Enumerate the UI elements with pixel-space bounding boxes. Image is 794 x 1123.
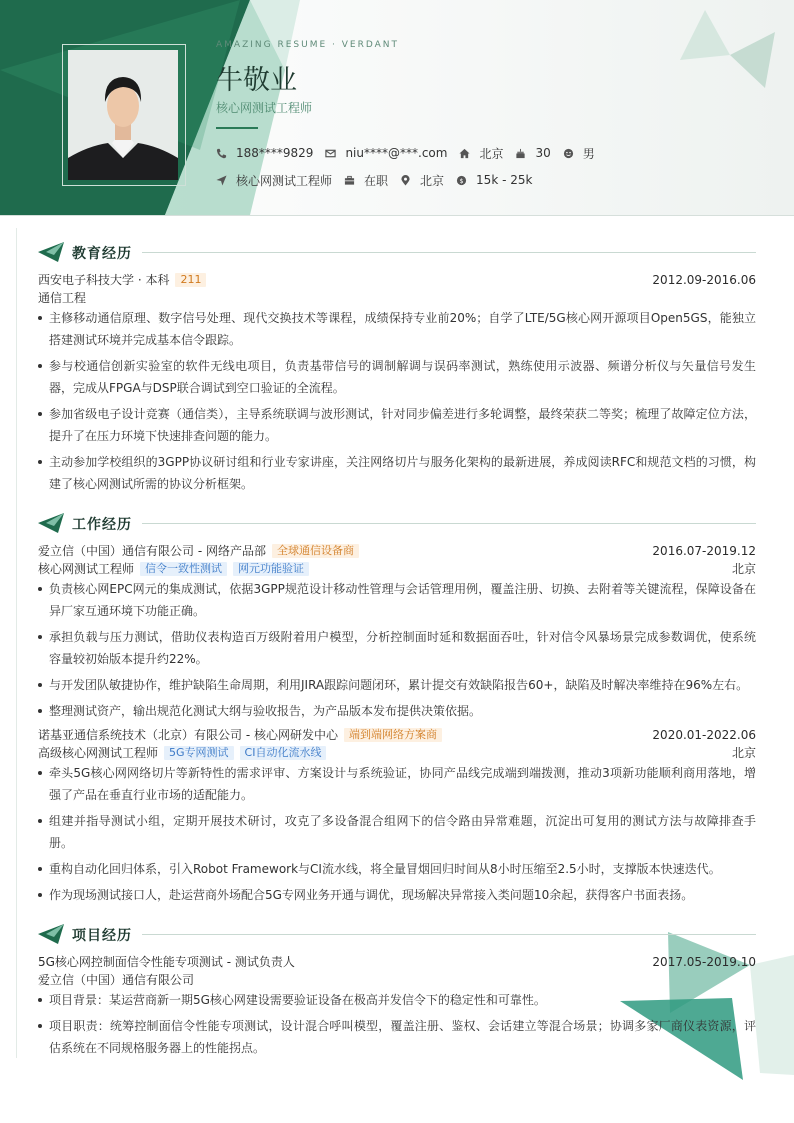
mail-icon — [325, 148, 336, 159]
education-heading: 教育经历 — [72, 246, 132, 262]
company-tag: 端到端网络方案商 — [344, 728, 442, 742]
section-flag-icon — [38, 513, 64, 533]
contact-age-text: 30 — [535, 146, 551, 160]
job-city: 北京 — [731, 746, 756, 760]
section-rule — [142, 934, 756, 935]
job-bullet: 负责核心网EPC网元的集成测试，依据3GPP规范设计移动性管理与会话管理用例，覆盖注册、切换、去附着等关键流程，保障设备在异厂家互通环境下功能正确。 — [38, 578, 756, 622]
job-bullet: 整理测试资产，输出规范化测试大纲与验收报告，为产品版本发布提供决策依据。 — [38, 700, 756, 722]
intent-salary-text: 15k - 25k — [476, 173, 533, 187]
education-bullet: 参加省级电子设计竞赛（通信类），主导系统联调与波形测试，针对同步偏差进行多轮调整，最终荣获二等奖；梳理了故障定位方法，提升了在压力环境下快速排查问题的能力。 — [38, 403, 756, 447]
education-bullet: 主修移动通信原理、数字信号处理、现代交换技术等课程，成绩保持专业前20%；自学了LTE/5G核心网开源项目Open5GS，能独立搭建测试环境并完成基本信令跟踪。 — [38, 307, 756, 351]
education-bullet: 参与校通信创新实验室的软件无线电项目，负责基带信号的调制解调与误码率测试，熟练使用示波器、频谱分析仪与矢量信号发生器，完成从FPGA与DSP联合调试到空口验证的全流程。 — [38, 355, 756, 399]
education-major: 通信工程 — [38, 291, 87, 305]
job-role: 核心网测试工程师 — [38, 562, 135, 576]
contact-gender — [563, 145, 595, 162]
education-section-header — [38, 242, 756, 262]
job-role-line — [38, 744, 756, 762]
job-intent-row — [216, 172, 544, 188]
project-date: 2017.05-2019.10 — [652, 955, 756, 969]
section-rule — [142, 252, 756, 253]
location-icon — [400, 175, 411, 186]
candidate-title: 核心网测试工程师 — [216, 101, 313, 115]
job-city: 北京 — [731, 562, 756, 576]
job-bullet: 组建并指导测试小组，定期开展技术研讨，攻克了多设备混合组网下的信令路由异常难题，沉淀出可复用的测试方法与故障排查手册。 — [38, 810, 756, 854]
home-icon — [459, 148, 470, 159]
job-company-line — [38, 542, 756, 560]
title-underline — [216, 127, 258, 129]
intent-status — [344, 172, 388, 189]
intent-position — [216, 172, 332, 189]
job-role-line — [38, 560, 756, 578]
profile-photo — [68, 50, 178, 180]
education-bullet: 主动参加学校组织的3GPP协议研讨组和行业专家讲座，关注网络切片与服务化架构的最新进展，养成阅读RFC和规范文档的习惯，构建了核心网测试所需的协议分析框架。 — [38, 451, 756, 495]
job-date: 2020.01-2022.06 — [652, 728, 756, 742]
left-margin-rule — [16, 228, 17, 1058]
brand-label: AMAZING RESUME · VERDANT — [216, 40, 399, 50]
section-flag-icon — [38, 924, 64, 944]
contact-city-text: 北京 — [479, 146, 504, 161]
project-org: 爱立信（中国）通信有限公司 — [38, 973, 195, 987]
job-role: 高级核心网测试工程师 — [38, 746, 159, 760]
intent-status-text: 在职 — [364, 173, 389, 188]
job-bullet: 与开发团队敏捷协作，维护缺陷生命周期，利用JIRA跟踪问题闭环，累计提交有效缺陷报告60+，缺陷及时解决率维持在96%左右。 — [38, 674, 756, 696]
phone-icon — [216, 148, 227, 159]
education-date: 2012.09-2016.06 — [652, 273, 756, 287]
role-tag: 网元功能验证 — [233, 562, 309, 576]
job-bullet: 作为现场测试接口人，赴运营商外场配合5G专网业务开通与调优，现场解决异常接入类问题10余起，获得客户书面表扬。 — [38, 884, 756, 906]
candidate-name: 牛敬业 — [216, 65, 297, 96]
contact-city — [459, 145, 503, 162]
resume-header — [0, 0, 794, 215]
contact-phone — [216, 146, 313, 160]
contact-row — [216, 145, 607, 161]
education-school-line — [38, 271, 756, 289]
contact-email — [325, 146, 447, 160]
section-rule — [142, 523, 756, 524]
svg-text:$: $ — [459, 176, 464, 185]
projects-section-header — [38, 924, 756, 944]
intent-position-text: 核心网测试工程师 — [236, 173, 333, 188]
role-tag: 信令一致性测试 — [140, 562, 227, 576]
job-date: 2016.07-2019.12 — [652, 544, 756, 558]
contact-phone-text: 188****9829 — [236, 146, 314, 160]
header-divider — [0, 215, 794, 216]
company-tag: 全球通信设备商 — [272, 544, 359, 558]
project-bullet: 项目背景：某运营商新一期5G核心网建设需要验证设备在极高并发信令下的稳定性和可靠性。 — [38, 989, 756, 1011]
cake-icon — [515, 148, 526, 159]
job-bullet: 重构自动化回归体系，引入Robot Framework与CI流水线，将全量冒烟回归时间从8小时压缩至2.5小时，支撑版本快速迭代。 — [38, 858, 756, 880]
gender-icon — [563, 148, 574, 159]
contact-email-text: niu****@***.com — [345, 146, 448, 160]
salary-icon — [456, 175, 467, 186]
briefcase-icon — [344, 175, 355, 186]
job-bullet: 承担负载与压力测试，借助仪表构造百万级附着用户模型，分析控制面时延和数据面吞吐，针对信令风暴场景完成参数调优，使系统容量较初始版本提升约22%。 — [38, 626, 756, 670]
intent-location — [400, 172, 444, 189]
school-name: 西安电子科技大学 · 本科 — [38, 273, 170, 287]
intent-salary — [456, 173, 532, 187]
work-section-header — [38, 513, 756, 533]
school-tag: 211 — [175, 273, 206, 287]
project-bullet: 项目职责：统筹控制面信令性能专项测试，设计混合呼叫模型，覆盖注册、鉴权、会话建立等混合场景；协调多家厂商仪表资源，评估系统在不同规格服务器上的性能拐点。 — [38, 1015, 756, 1059]
role-tag: 5G专网测试 — [164, 746, 234, 760]
send-icon — [216, 175, 227, 186]
role-tag: CI自动化流水线 — [240, 746, 327, 760]
contact-gender-text: 男 — [582, 146, 595, 161]
projects-heading: 项目经历 — [72, 928, 132, 944]
job-bullet: 牵头5G核心网网络切片等新特性的需求评审、方案设计与系统验证，协同产品线完成端到端拨测，推动3项新功能顺利商用落地，增强了产品在垂直行业市场的适配能力。 — [38, 762, 756, 806]
project-title-line — [38, 953, 756, 971]
section-flag-icon — [38, 242, 64, 262]
company-name: 诺基亚通信系统技术（北京）有限公司 - 核心网研发中心 — [38, 728, 338, 742]
company-name: 爱立信（中国）通信有限公司 - 网络产品部 — [38, 544, 266, 558]
work-heading: 工作经历 — [72, 517, 132, 533]
project-name: 5G核心网控制面信令性能专项测试 - 测试负责人 — [38, 955, 295, 969]
job-company-line — [38, 726, 756, 744]
contact-age — [515, 146, 550, 160]
intent-location-text: 北京 — [420, 173, 445, 188]
